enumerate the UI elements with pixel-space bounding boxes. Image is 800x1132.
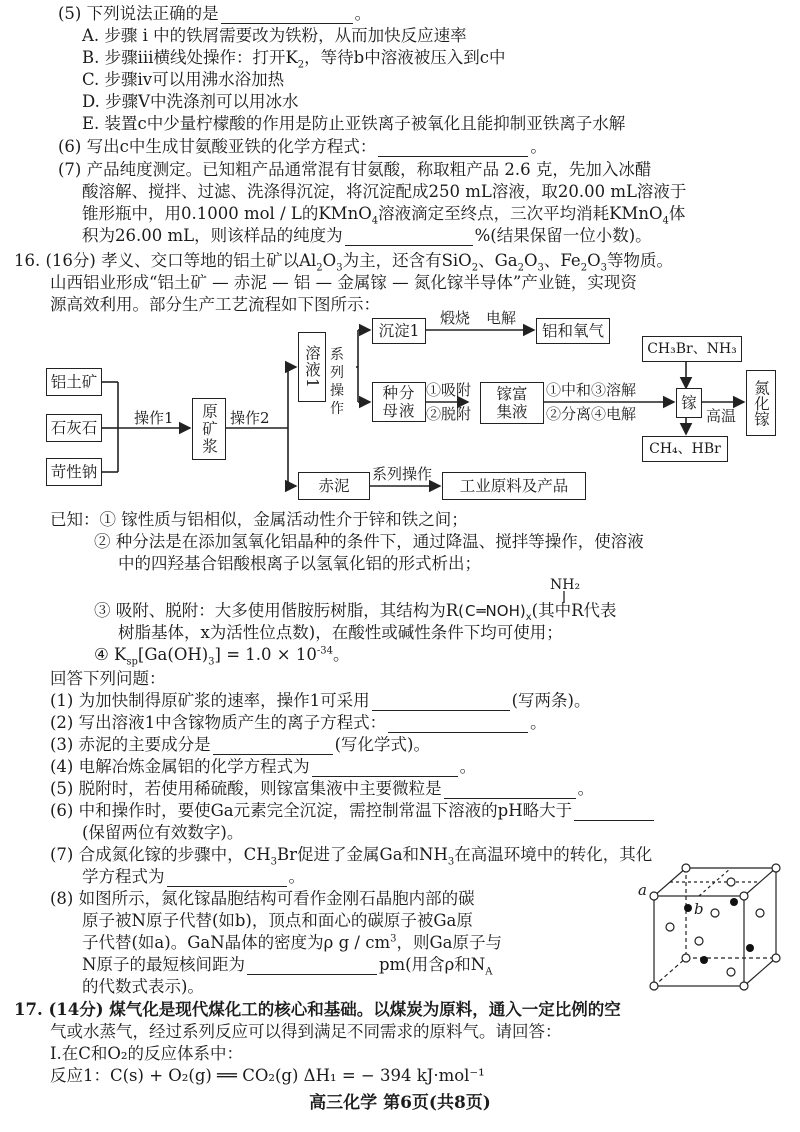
ga-rich-liquor-box: 镓富集液 [480,382,544,424]
red-mud-box: 赤泥 [298,472,370,500]
label-b: b [694,900,704,918]
solution1-box: 溶液1 [298,332,326,402]
electrolysis-label: 电解 [486,309,517,327]
q16-part8-line1: (8) 如图所示，氮化镓晶胞结构可看作金刚石晶胞内部的碳 [50,889,475,908]
adsorb-label: ①吸附 [426,381,472,399]
process-flowchart [40,309,800,514]
q17-intro-line1: 17. (14分) 煤气化是现代煤化工的核心和基础。以煤炭为原料，通入一定比例的空 [14,1000,621,1019]
label-a: a [638,881,647,899]
q16-part5: (5) 脱附时，若使用稀硫酸，则镓富集液中主要微粒是 。 [50,779,595,798]
op2-label: 操作2 [230,409,270,427]
neutralize-dissolve-label: ①中和③溶解 [546,381,637,399]
gan-unit-cell-figure [632,862,792,992]
q15-option-a: A. 步骤 ⅰ 中的铁屑需要改为铁粉，从而加快反应速率 [82,26,467,45]
products-box: CH₄、HBr [642,436,728,462]
q16-part4: (4) 电解冶炼金属铝的化学方程式为 。 [50,757,477,776]
q16-part1: (1) 为加快制得原矿浆的速率，操作1可采用 (写两条)。 [50,691,591,710]
precip1-box: 沉淀1 [372,318,426,344]
series-op2-label: 系列操作 [372,465,433,483]
nh2-group: NH₂ [550,577,581,593]
caustic-soda-box: 苛性钠 [46,458,102,486]
q16-part3: (3) 赤泥的主要成分是 (写化学式)。 [50,735,430,754]
limestone-box: 石灰石 [46,414,102,442]
q15-part7-line3: 锥形瓶中，用0.1000 mol / L的KMnO$_4$溶液滴定至终点，三次平均消耗KMnO$_4$体 [82,204,686,227]
bauxite-box: 铝土矿 [46,368,102,396]
series-op-label: 系列操作 [330,347,344,417]
al-oxygen-box: 铝和氧气 [536,318,610,344]
separate-electrolyze-label: ②分离④电解 [546,405,637,423]
known-3-line1: ③ 吸附、脱附：大多使用偕胺肟树脂，其结构为$R​(C═NOH)_x$(其中R代表 [94,601,617,623]
q15-option-e: E. 装置c中少量柠檬酸的作用是防止亚铁离子被氧化且能抑制亚铁离子水解 [82,114,626,133]
q16-part2: (2) 写出溶液1中含镓物质产生的离子方程式： 。 [50,713,547,732]
q16-intro-line2: 山西铝业形成“铝土矿 — 赤泥 — 铝 — 金属镓 — 氮化镓半导体”产业链，实现资 [50,273,637,292]
q16-part6-line1: (6) 中和操作时，要使Ga元素完全沉淀，需控制常温下溶液的pH略大于 [50,801,656,821]
known-1: 已知：① 镓性质与铝相似，金属活动性介于锌和铁之间； [50,510,468,529]
q16-part7-line1: (7) 合成氮化镓的步骤中，$CH_3Br$促进了金属Ga和$NH_3$在高温环境中的转化，其化 [50,845,653,868]
q16-part8-line2: 原子被N原子代替(如b)，顶点和面心的碳原子被Ga原 [82,911,473,930]
q15-option-c: C. 步骤ⅳ可以用沸水浴加热 [82,70,285,89]
ore-slurry-box: 原矿浆 [192,398,226,460]
reagents-box: CH₃Br、NH₃ [642,336,742,362]
op1-label: 操作1 [134,409,174,427]
calcine-label: 煅烧 [440,309,471,327]
high-temp-label: 高温 [706,407,737,425]
q16-intro-line1: 16. (16分) 孝义、交口等地的铝土矿以$Al_2O_3$为主，还含有SiO$_2$、$Ga_2O_3$、$Fe_2O_3$等物质。 [14,251,673,274]
unit-cell-diagram [632,862,792,992]
q15-part7-line2: 酸溶解、搅拌、过滤、洗涤得沉淀，将沉淀配成250 mL溶液，取20.00 mL溶液于 [82,182,687,201]
q15-option-b: B. 步骤ⅲ横线处操作：打开$K_2$，等待b中溶液被压入到c中 [82,48,506,71]
known-2-line1: ② 种分法是在添加氢氧化铝晶种的条件下，通过降温、搅拌等操作，使溶液 [94,532,644,551]
q15-part7-line1: (7) 产品纯度测定。已知粗产品通常混有甘氨酸，称取粗产品 2.6 克，先加入冰醋 [58,160,652,179]
q16-part8-line3: 子代替(如a)。GaN晶体的密度为ρ g / $cm^3$，则Ga原子与 [82,933,503,952]
q16-intro-line3: 源高效利用。部分生产工艺流程如下图所示： [50,295,380,314]
q17-intro-line2: 气或水蒸气，经过系列反应可以得到满足不同需求的原料气。请回答： [50,1022,562,1041]
desorb-label: ②脱附 [426,405,472,423]
seed-liquor-box: 种分母液 [372,382,426,422]
q15-part5: (5) 下列说法正确的是 。 [58,4,372,23]
known-3-line2: 树脂基体，x为活性位点数)，在酸性或碱性条件下均可使用； [118,623,563,642]
q15-part6: (6) 写出c中生成甘氨酸亚铁的化学方程式： 。 [58,137,547,156]
q15-option-d: D. 步骤Ⅴ中洗涤剂可以用冰水 [82,92,299,111]
gan-box: 氮化镓 [746,370,776,436]
q17-section1: Ⅰ.在C和O₂的反应体系中： [50,1044,244,1063]
industrial-products-box: 工业原料及产品 [442,472,586,500]
q16-part7-line2: 学方程式为 。 [82,867,305,886]
q16-part8-line5: 的代数式表示)。 [82,977,204,996]
gallium-box: 镓 [676,388,702,418]
q16-part6-line2: (保留两位有效数字)。 [82,823,244,842]
q17-reaction1: 反应1：C(s) + O₂(g) ══ CO₂(g) ΔH₁ = − 394 kJ·mol⁻¹ [50,1066,485,1085]
page-footer: 高三化学 第6页(共8页) [309,1093,491,1113]
known-2-line2: 中的四羟基合铝酸根离子以氢氧化铝的形式析出； [118,554,481,573]
answer-prompt: 回答下列问题： [50,669,166,688]
known-4: ④ $K_{sp}[Ga(OH)_3] = 1.0 \times 10^{-34}$。 [94,645,350,668]
q15-part7-line4: 积为26.00 mL，则该样品的纯度为 %(结果保留一位小数)。 [82,226,652,245]
q16-part8-line4: N原子的最短核间距为 pm(用含ρ和$N_A$ [82,955,493,978]
